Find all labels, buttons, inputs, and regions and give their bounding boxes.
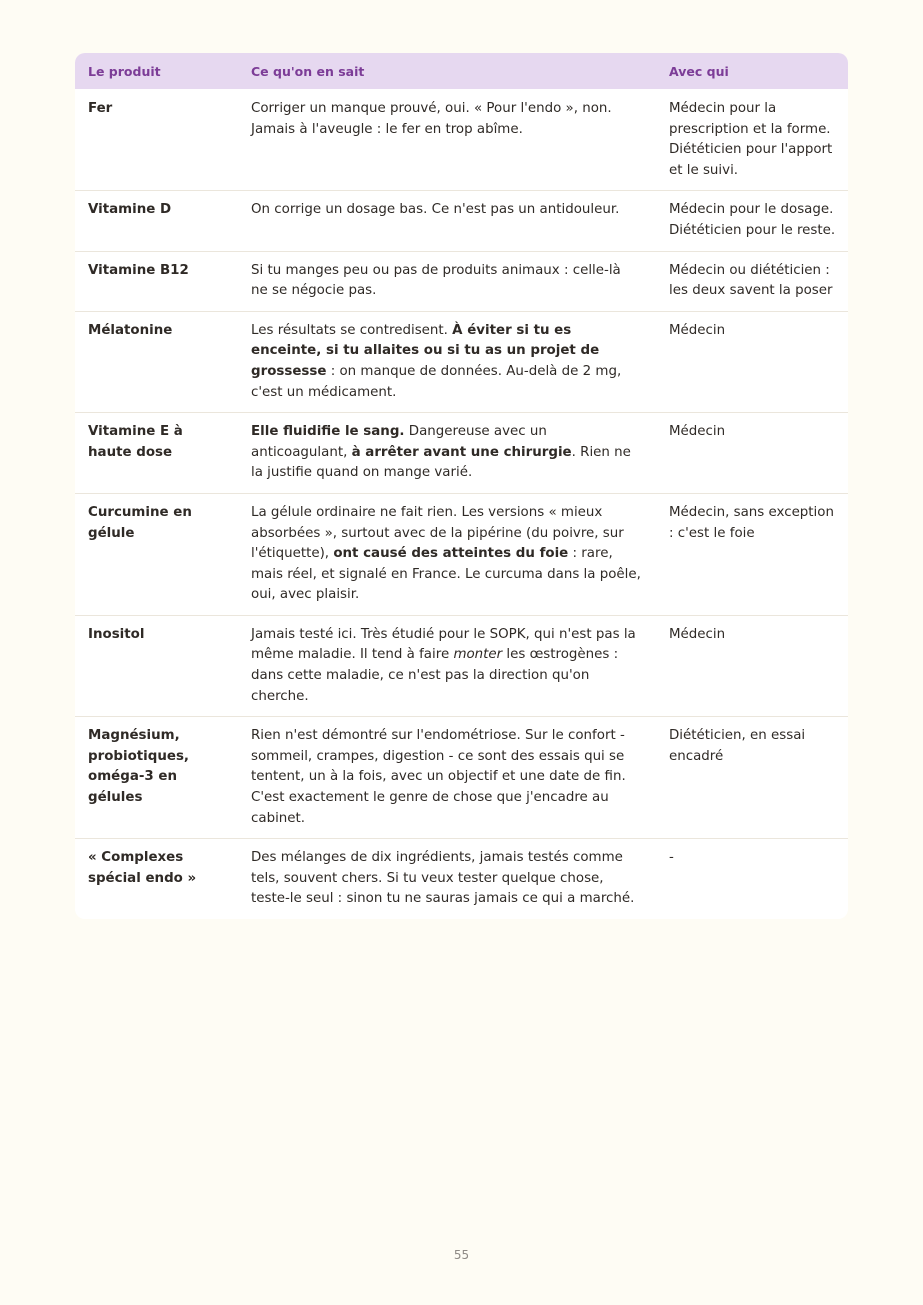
product-knowledge <box>239 413 657 494</box>
column-header-who: Avec qui <box>669 63 729 79</box>
product-knowledge <box>239 839 657 919</box>
product-contact: Médecin pour le dosage. Diététicien pour le reste. <box>657 191 848 251</box>
knowledge-text-segment: à arrêter avant une chirurgie <box>351 444 572 460</box>
table-row <box>75 191 848 251</box>
knowledge-text-segment: ont causé des atteintes du foie <box>333 546 569 562</box>
knowledge-text-segment: Des mélanges de dix ingrédients, jamais testés comme tels, souvent chers. Si tu veux tester quelque chose, teste-le seul : sinon tu ne sauras jamais ce qui a marché. <box>251 850 635 907</box>
table-row <box>75 615 848 716</box>
table-row <box>75 493 848 615</box>
product-knowledge <box>239 251 657 311</box>
product-name: Mélatonine <box>75 311 239 412</box>
product-knowledge <box>239 493 657 615</box>
table-row <box>75 311 848 412</box>
product-name: Curcumine en gélule <box>75 493 239 615</box>
knowledge-text-segment: À éviter si tu es enceinte, si tu allaites ou si tu as un projet de grossesse <box>251 322 600 379</box>
knowledge-text-segment: Dangereuse avec un anticoagulant, <box>251 424 547 460</box>
product-contact: Médecin <box>657 413 848 494</box>
knowledge-text-segment: Elle fluidifie le sang. <box>251 424 405 440</box>
product-contact: Médecin <box>657 615 848 716</box>
supplements-table-card <box>75 53 848 919</box>
knowledge-text-segment: On corrige un dosage bas. Ce n'est pas un antidouleur. <box>251 202 620 218</box>
knowledge-text-segment: : rare, mais réel, et signalé en France. Le curcuma dans la poêle, oui, avec plaisir. <box>251 546 641 603</box>
knowledge-text-segment: . Rien ne la justifie quand on mange varié. <box>251 444 631 481</box>
table-header-row <box>75 53 848 89</box>
knowledge-text-segment: Si tu manges peu ou pas de produits animaux : celle-là ne se négocie pas. <box>251 262 621 299</box>
knowledge-text-segment: Corriger un manque prouvé, oui. « Pour l'endo », non. Jamais à l'aveugle : le fer en trop abîme. <box>251 101 612 137</box>
product-name: Magnésium, probiotiques, oméga-3 en gélules <box>75 717 239 839</box>
product-name: Vitamine E à haute dose <box>75 413 239 494</box>
knowledge-text-segment: Les résultats se contredisent. <box>251 322 453 338</box>
product-knowledge <box>239 311 657 412</box>
product-contact: Médecin, sans exception : c'est le foie <box>657 493 848 615</box>
product-contact: Médecin pour la prescription et la forme. Diététicien pour l'apport et le suivi. <box>669 101 833 178</box>
product-contact: Médecin <box>657 311 848 412</box>
table-row <box>75 413 848 494</box>
product-knowledge <box>239 717 657 839</box>
table-body <box>75 89 848 919</box>
supplements-table <box>75 53 848 919</box>
knowledge-text-segment: monter <box>453 647 503 663</box>
product-name: Vitamine B12 <box>75 251 239 311</box>
product-name: Vitamine D <box>75 191 239 251</box>
table-header <box>75 53 848 89</box>
product-name: Fer <box>88 101 113 116</box>
product-name: « Complexes spécial endo » <box>75 839 239 919</box>
page-number: 55 <box>453 1248 470 1262</box>
product-knowledge <box>239 89 657 191</box>
knowledge-text-segment: les œstrogènes : dans cette maladie, ce n'est pas la direction qu'on cherche. <box>251 647 619 704</box>
table-row <box>75 839 848 919</box>
table-row <box>75 717 848 839</box>
product-contact: Diététicien, en essai encadré <box>657 717 848 839</box>
column-header-product: Le produit <box>88 63 161 79</box>
product-contact: - <box>657 839 848 919</box>
column-header-knowledge: Ce qu'on en sait <box>251 63 365 79</box>
product-contact: Médecin ou diététicien : les deux savent la poser <box>657 251 848 311</box>
knowledge-text-segment: Rien n'est démontré sur l'endométriose. Sur le confort - sommeil, crampes, digestion - ce sont des essais qui se tentent, un à la fois, avec un objectif et une date de fin. C'est exactement le genre de chose que j'encadre au cabinet. <box>251 728 626 826</box>
knowledge-text-segment: : on manque de données. Au-delà de 2 mg, c'est un médicament. <box>251 363 622 400</box>
product-name: Inositol <box>75 615 239 716</box>
table-row <box>75 251 848 311</box>
product-knowledge <box>239 191 657 251</box>
knowledge-text-segment: Jamais testé ici. Très étudié pour le SOPK, qui n'est pas la même maladie. Il tend à faire <box>251 626 636 663</box>
knowledge-text-segment: La gélule ordinaire ne fait rien. Les versions « mieux absorbées », surtout avec de la pipérine (du poivre, sur l'étiquette), <box>251 504 624 562</box>
table-row <box>75 89 848 191</box>
product-knowledge <box>239 615 657 716</box>
